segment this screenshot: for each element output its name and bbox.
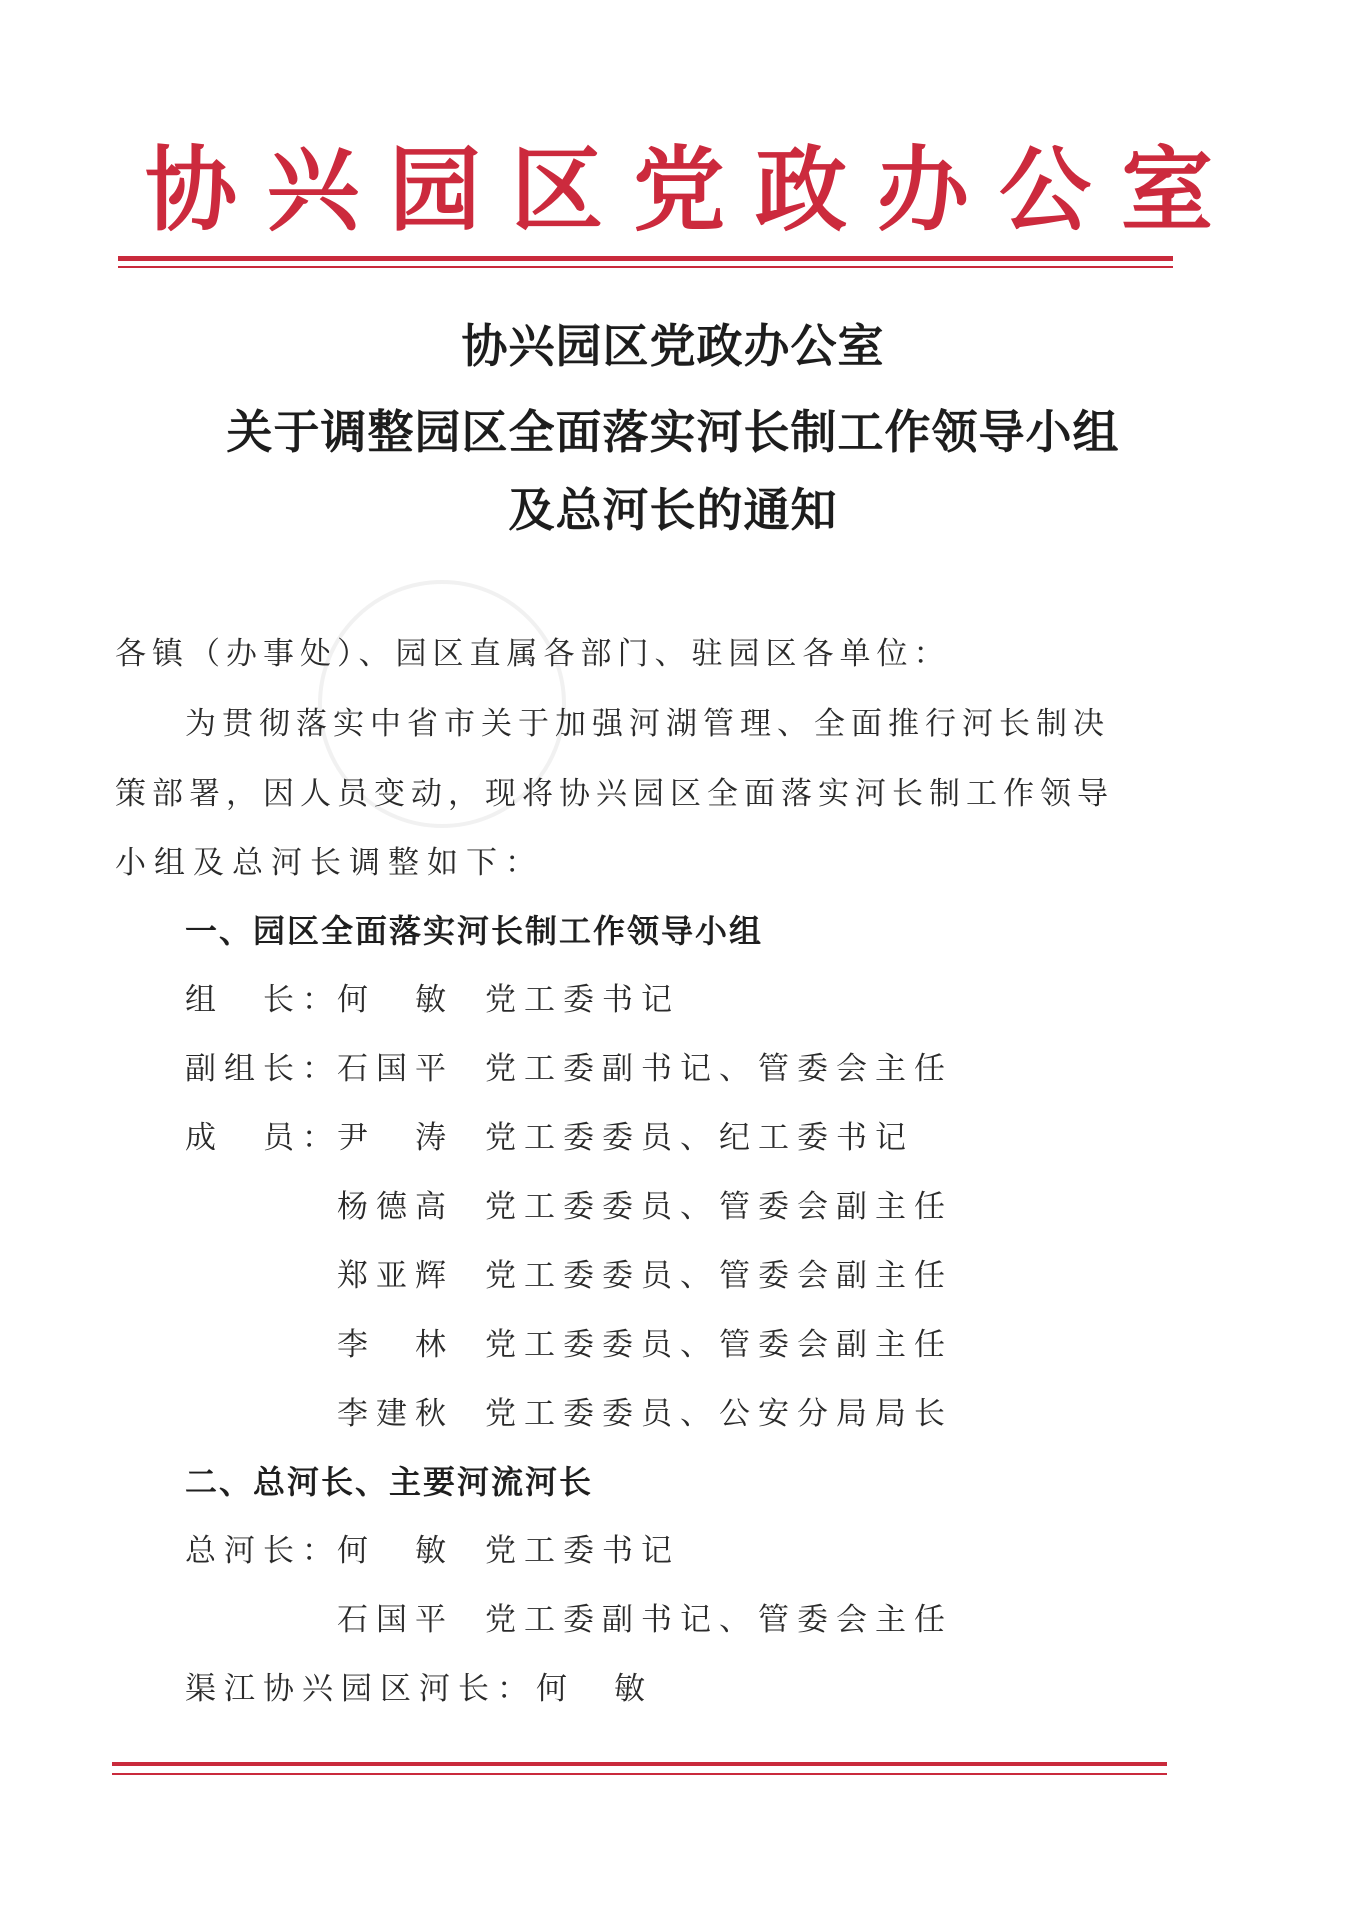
member-duty: 党工委委员、管委会副主任: [485, 1189, 953, 1225]
member-duty: 党工委委员、管委会副主任: [485, 1258, 953, 1294]
footer-rule-thin: [112, 1773, 1167, 1775]
member-role: 组 长：: [185, 982, 341, 1018]
river-chief-line: 渠江协兴园区河长：何 敏: [185, 1671, 653, 1707]
doc-title-line-1: 协兴园区党政办公室: [461, 319, 885, 373]
member-role: 总河长：: [185, 1533, 341, 1569]
doc-title-line-3: 及总河长的通知: [508, 483, 838, 537]
member-name: 郑亚辉: [337, 1258, 454, 1294]
member-name: 石国平: [337, 1051, 454, 1087]
section-1-heading: 一、园区全面落实河长制工作领导小组: [185, 912, 764, 950]
member-duty: 党工委委员、管委会副主任: [485, 1327, 953, 1363]
intro-line-3: 小组及总河长调整如下：: [115, 845, 544, 881]
member-duty: 党工委委员、纪工委书记: [485, 1120, 914, 1156]
salutation: 各镇（办事处）、园区直属各部门、驻园区各单位：: [115, 636, 951, 672]
member-duty: 党工委副书记、管委会主任: [485, 1051, 953, 1087]
doc-title-line-2: 关于调整园区全面落实河长制工作领导小组: [226, 405, 1120, 459]
member-name: 尹 涛: [337, 1120, 454, 1156]
member-duty: 党工委副书记、管委会主任: [485, 1602, 953, 1638]
section-2-heading: 二、总河长、主要河流河长: [185, 1463, 594, 1501]
letterhead-rule-thick: [118, 256, 1173, 261]
member-duty: 党工委书记: [485, 1533, 680, 1569]
intro-line-2: 策部署，因人员变动，现将协兴园区全面落实河长制工作领导: [115, 776, 1114, 812]
member-role: 副组长：: [185, 1051, 341, 1087]
footer-rule-thick: [112, 1762, 1167, 1766]
member-name: 李 林: [337, 1327, 454, 1363]
member-duty: 党工委书记: [485, 982, 680, 1018]
letterhead-rule-thin: [118, 266, 1173, 268]
letterhead-org-name: 协兴园区党政办公室: [145, 136, 1244, 244]
member-name: 何 敏: [337, 1533, 454, 1569]
member-duty: 党工委委员、公安分局局长: [485, 1396, 953, 1432]
member-name: 石国平: [337, 1602, 454, 1638]
member-name: 李建秋: [337, 1396, 454, 1432]
member-name: 何 敏: [337, 982, 454, 1018]
intro-line-1: 为贯彻落实中省市关于加强河湖管理、全面推行河长制决: [185, 706, 1110, 742]
member-name: 杨德高: [337, 1189, 454, 1225]
member-role: 成 员：: [185, 1120, 341, 1156]
